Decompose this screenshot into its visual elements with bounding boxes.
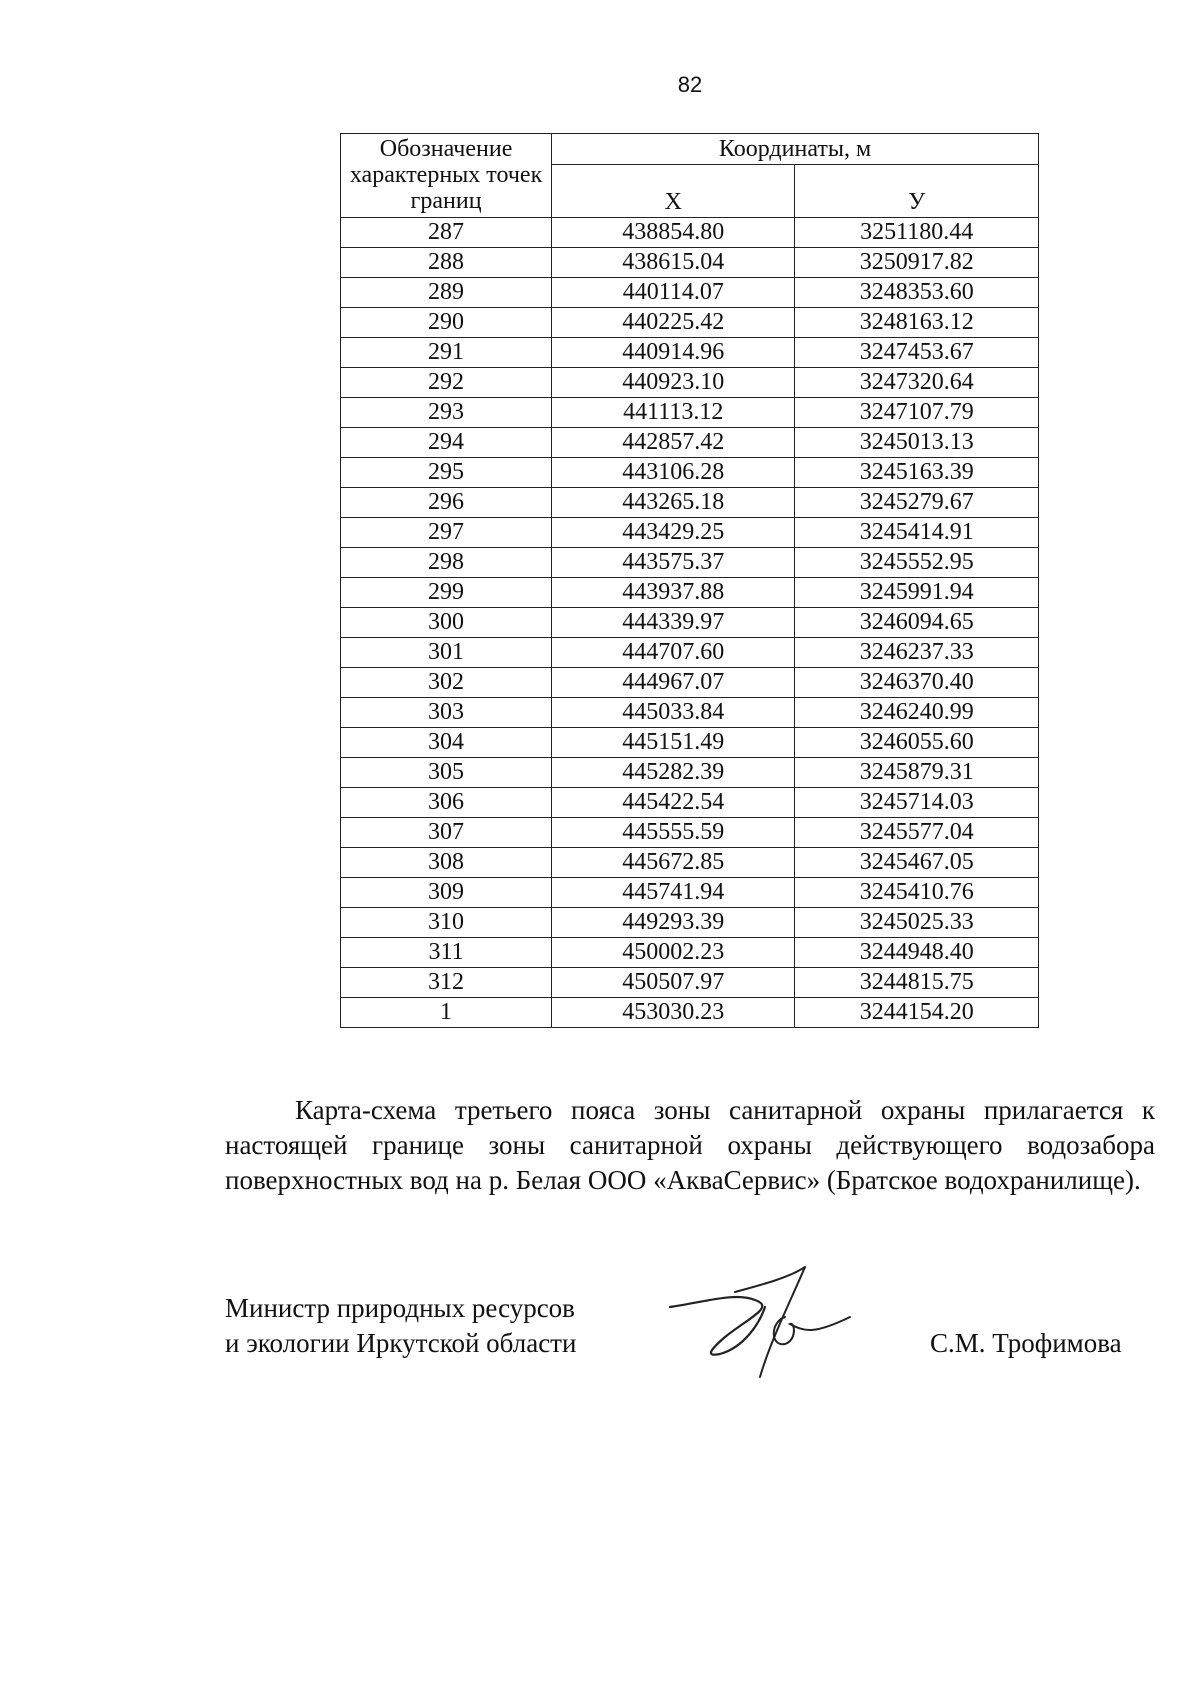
table-body [341, 218, 1039, 1028]
coord-y-cell: 3250917.82 [795, 248, 1039, 278]
coord-y-cell: 3245013.13 [795, 428, 1039, 458]
table-row [341, 908, 1039, 938]
table-row [341, 518, 1039, 548]
point-designation-cell: 296 [341, 488, 552, 518]
table-row [341, 428, 1039, 458]
point-designation-cell: 311 [341, 938, 552, 968]
point-designation-cell: 297 [341, 518, 552, 548]
coordinates-table [340, 133, 1039, 1028]
coord-x-cell: 449293.39 [552, 908, 795, 938]
point-designation-cell: 302 [341, 668, 552, 698]
coord-x-cell: 443937.88 [552, 578, 795, 608]
coord-y-cell: 3245879.31 [795, 758, 1039, 788]
point-designation-cell: 303 [341, 698, 552, 728]
coord-y-cell: 3246370.40 [795, 668, 1039, 698]
coord-y-cell: 3248353.60 [795, 278, 1039, 308]
coord-x-cell: 438854.80 [552, 218, 795, 248]
coord-x-cell: 443265.18 [552, 488, 795, 518]
coord-y-cell: 3244948.40 [795, 938, 1039, 968]
table-row [341, 788, 1039, 818]
coord-x-cell: 443429.25 [552, 518, 795, 548]
coord-y-cell: 3245552.95 [795, 548, 1039, 578]
point-designation-cell: 287 [341, 218, 552, 248]
point-designation-cell: 300 [341, 608, 552, 638]
handwritten-signature [665, 1262, 865, 1382]
point-designation-cell: 291 [341, 338, 552, 368]
coord-y-cell: 3245163.39 [795, 458, 1039, 488]
coord-y-cell: 3248163.12 [795, 308, 1039, 338]
header-designation: Обозначение характерных точек границ [341, 134, 552, 218]
coord-x-cell: 444967.07 [552, 668, 795, 698]
table-row [341, 728, 1039, 758]
coord-y-cell: 3245991.94 [795, 578, 1039, 608]
coord-y-cell: 3246094.65 [795, 608, 1039, 638]
signatory-title-line-1: Министр природных ресурсов [225, 1293, 575, 1323]
table-row [341, 638, 1039, 668]
table-row [341, 968, 1039, 998]
table-row [341, 398, 1039, 428]
coord-x-cell: 444707.60 [552, 638, 795, 668]
table-row [341, 548, 1039, 578]
coord-y-cell: 3246237.33 [795, 638, 1039, 668]
table-row [341, 278, 1039, 308]
signatory-title [225, 1291, 576, 1361]
point-designation-cell: 298 [341, 548, 552, 578]
coord-x-cell: 453030.23 [552, 998, 795, 1028]
coord-x-cell: 443575.37 [552, 548, 795, 578]
coord-y-cell: 3247107.79 [795, 398, 1039, 428]
coord-x-cell: 442857.42 [552, 428, 795, 458]
table-row [341, 608, 1039, 638]
point-designation-cell: 304 [341, 728, 552, 758]
coord-x-cell: 441113.12 [552, 398, 795, 428]
signatory-title-line-2: и экологии Иркутской области [225, 1328, 577, 1358]
coord-x-cell: 444339.97 [552, 608, 795, 638]
table-row [341, 368, 1039, 398]
coord-y-cell: 3244815.75 [795, 968, 1039, 998]
coord-x-cell: 445555.59 [552, 818, 795, 848]
coord-x-cell: 440114.07 [552, 278, 795, 308]
table-row [341, 878, 1039, 908]
point-designation-cell: 306 [341, 788, 552, 818]
coord-y-cell: 3247320.64 [795, 368, 1039, 398]
table-row [341, 818, 1039, 848]
coord-x-cell: 445033.84 [552, 698, 795, 728]
coord-y-cell: 3246240.99 [795, 698, 1039, 728]
coord-x-cell: 438615.04 [552, 248, 795, 278]
table-row [341, 698, 1039, 728]
table-row [341, 668, 1039, 698]
point-designation-cell: 307 [341, 818, 552, 848]
coord-x-cell: 445151.49 [552, 728, 795, 758]
coord-x-cell: 440225.42 [552, 308, 795, 338]
coord-x-cell: 445282.39 [552, 758, 795, 788]
header-coordinates: Координаты, м [552, 134, 1039, 165]
table-row [341, 338, 1039, 368]
point-designation-cell: 301 [341, 638, 552, 668]
point-designation-cell: 1 [341, 998, 552, 1028]
coord-y-cell: 3244154.20 [795, 998, 1039, 1028]
table-row [341, 458, 1039, 488]
table-row [341, 938, 1039, 968]
header-y: У [795, 165, 1039, 218]
coord-x-cell: 440923.10 [552, 368, 795, 398]
coord-x-cell: 445672.85 [552, 848, 795, 878]
signatory-name: С.М. Трофимова [930, 1328, 1122, 1358]
point-designation-cell: 308 [341, 848, 552, 878]
coord-y-cell: 3245414.91 [795, 518, 1039, 548]
point-designation-cell: 289 [341, 278, 552, 308]
header-x: Х [552, 165, 795, 218]
coord-y-cell: 3245577.04 [795, 818, 1039, 848]
coord-y-cell: 3245714.03 [795, 788, 1039, 818]
coord-x-cell: 440914.96 [552, 338, 795, 368]
coord-y-cell: 3247453.67 [795, 338, 1039, 368]
page-number: 82 [677, 72, 703, 97]
coord-x-cell: 445422.54 [552, 788, 795, 818]
table-row [341, 848, 1039, 878]
coord-y-cell: 3245410.76 [795, 878, 1039, 908]
point-designation-cell: 292 [341, 368, 552, 398]
table-row [341, 488, 1039, 518]
coord-x-cell: 443106.28 [552, 458, 795, 488]
table-row [341, 218, 1039, 248]
coord-y-cell: 3251180.44 [795, 218, 1039, 248]
point-designation-cell: 305 [341, 758, 552, 788]
point-designation-cell: 288 [341, 248, 552, 278]
point-designation-cell: 299 [341, 578, 552, 608]
coord-y-cell: 3245025.33 [795, 908, 1039, 938]
table-row [341, 578, 1039, 608]
coord-x-cell: 450507.97 [552, 968, 795, 998]
table-row [341, 758, 1039, 788]
table-row [341, 248, 1039, 278]
coord-y-cell: 3245279.67 [795, 488, 1039, 518]
point-designation-cell: 293 [341, 398, 552, 428]
coord-x-cell: 450002.23 [552, 938, 795, 968]
point-designation-cell: 290 [341, 308, 552, 338]
point-designation-cell: 294 [341, 428, 552, 458]
point-designation-cell: 310 [341, 908, 552, 938]
coord-x-cell: 445741.94 [552, 878, 795, 908]
coord-y-cell: 3246055.60 [795, 728, 1039, 758]
point-designation-cell: 295 [341, 458, 552, 488]
body-paragraph: Карта-схема третьего пояса зоны санитарной охраны прилагается к настоящей границе зоны санитарной охраны действующего водозабора поверхностных вод на р. Белая ООО «АкваСервис» (Братское водохранилище). [225, 1095, 1155, 1195]
point-designation-cell: 309 [341, 878, 552, 908]
table-row [341, 308, 1039, 338]
point-designation-cell: 312 [341, 968, 552, 998]
coord-y-cell: 3245467.05 [795, 848, 1039, 878]
table-row [341, 998, 1039, 1028]
